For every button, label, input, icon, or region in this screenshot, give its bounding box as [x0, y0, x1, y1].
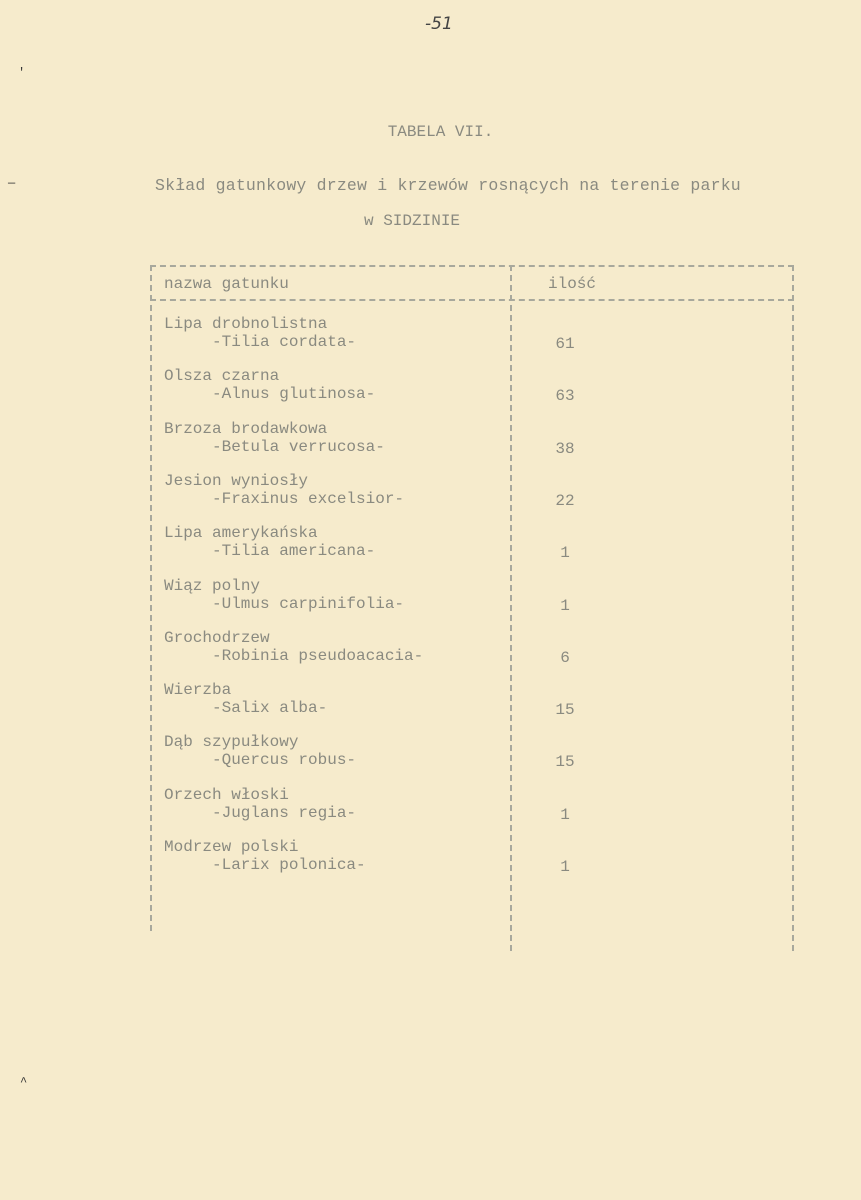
table-title: TABELA VII.: [387, 123, 494, 141]
species-latin-name: -Robinia pseudoacacia-: [212, 646, 424, 665]
species-latin-name: -Salix alba-: [212, 699, 328, 718]
species-quantity: 15: [555, 753, 575, 772]
table-row: [164, 786, 356, 822]
species-common-name: Modrzew polski: [164, 838, 299, 856]
header-species-name: nazwa gatunku: [164, 275, 289, 293]
table-row: [164, 315, 356, 351]
species-quantity: 1: [560, 596, 570, 615]
species-quantity: 22: [555, 491, 575, 510]
species-quantity: 1: [560, 544, 570, 563]
header-quantity: ilość: [548, 275, 597, 293]
species-common-name: Orzech włoski: [164, 785, 289, 804]
table-row: [164, 420, 385, 456]
scan-mark: —: [8, 176, 16, 190]
table-subtitle: Skład gatunkowy drzew i krzewów rosnących na terenie parku: [155, 176, 741, 195]
table-row: [164, 733, 356, 769]
species-latin-name: -Alnus glutinosa-: [212, 385, 376, 404]
table-row: [164, 524, 375, 560]
species-table: [150, 265, 794, 951]
species-common-name: Grochodrzew: [164, 628, 270, 647]
species-quantity: 38: [555, 439, 575, 458]
species-common-name: Dąb szypułkowy: [164, 733, 299, 752]
species-latin-name: -Tilia americana-: [212, 542, 376, 561]
page-number: -51: [425, 14, 453, 34]
table-row: [164, 629, 423, 665]
species-quantity: 63: [555, 387, 575, 406]
species-common-name: Olsza czarna: [164, 367, 280, 386]
species-quantity: 15: [555, 701, 575, 720]
species-quantity: 6: [560, 648, 570, 667]
species-latin-name: -Juglans regia-: [212, 803, 357, 822]
table-top-border: [150, 265, 794, 267]
table-row: [164, 367, 375, 403]
species-latin-name: -Ulmus carpinifolia-: [212, 594, 405, 613]
species-latin-name: -Fraxinus excelsior-: [212, 489, 405, 508]
species-common-name: Wiąz polny: [164, 576, 261, 595]
table-left-border: [150, 265, 152, 931]
species-common-name: Lipa amerykańska: [164, 524, 318, 543]
species-common-name: Wierzba: [164, 681, 232, 700]
species-common-name: Jesion wyniosły: [164, 471, 309, 490]
species-quantity: 1: [560, 858, 570, 876]
scan-mark: ': [18, 66, 26, 80]
table-right-border: [792, 265, 794, 951]
species-latin-name: -Larix polonica-: [212, 856, 366, 874]
header-divider: [150, 299, 794, 301]
species-latin-name: -Quercus robus-: [212, 751, 357, 770]
table-subtitle-location: w SIDZINIE: [364, 212, 461, 230]
table-row: [164, 472, 404, 508]
table-row: [164, 838, 366, 874]
column-divider: [510, 265, 512, 951]
species-common-name: Brzoza brodawkowa: [164, 419, 328, 438]
table-row: [164, 577, 404, 613]
scan-mark: ^: [20, 1075, 28, 1089]
species-latin-name: -Betula verrucosa-: [212, 437, 385, 456]
species-latin-name: -Tilia cordata-: [212, 333, 357, 351]
species-common-name: Lipa drobnolistna: [164, 315, 328, 333]
species-quantity: 1: [560, 805, 570, 824]
table-row: [164, 681, 327, 717]
species-quantity: 61: [555, 335, 575, 353]
